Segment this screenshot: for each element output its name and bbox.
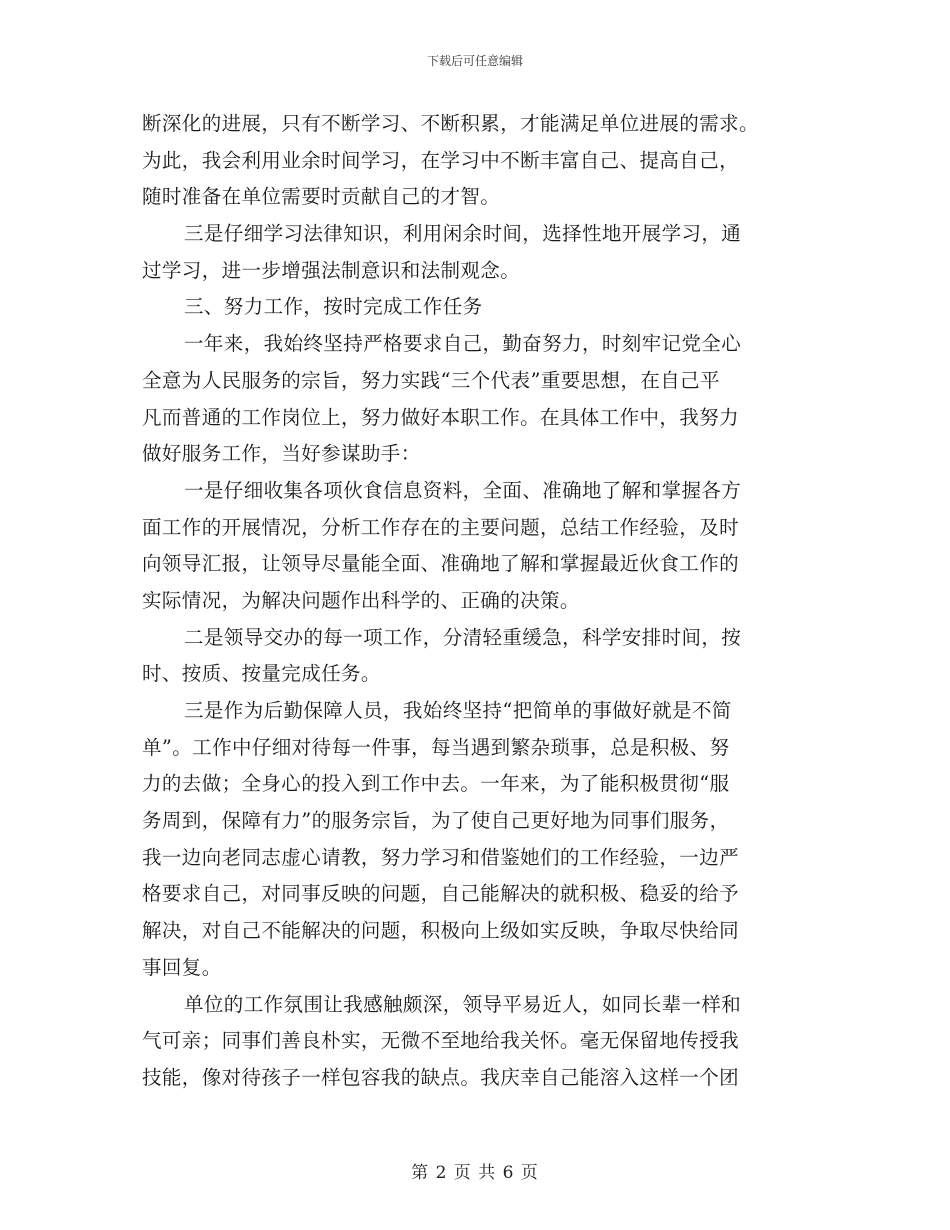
text-line: 全意为人民服务的宗旨，努力实践“三个代表”重要思想，在自己平 <box>142 368 720 392</box>
text-line: 单”。工作中仔细对待每一件事，每当遇到繁杂琐事，总是积极、努 <box>142 735 730 759</box>
text-line: 为此，我会利用业余时间学习，在学习中不断丰富自己、提高自己， <box>142 148 740 172</box>
text-line: 二是领导交办的每一项工作，分清轻重缓急，科学安排时间，按 <box>184 625 742 649</box>
text-line: 时、按质、按量完成任务。 <box>142 662 381 686</box>
text-line: 力的去做；全身心的投入到工作中去。一年来，为了能积极贯彻“服 <box>142 772 730 796</box>
text-line: 解决，对自己不能解决的问题，积极向上级如实反映，争取尽快给同 <box>142 919 740 943</box>
text-line: 随时准备在单位需要时贡献自己的才智。 <box>142 185 501 209</box>
page-number: 第 2 页 共 6 页 <box>411 1163 539 1183</box>
text-line: 过学习，进一步增强法制意识和法制观念。 <box>142 258 521 282</box>
text-line: 格要求自己，对同事反映的问题，自己能解决的就积极、稳妥的给予 <box>142 882 740 906</box>
text-line: 单位的工作氛围让我感触颇深，领导平易近人，如同长辈一样和 <box>184 992 742 1016</box>
text-line: 技能，像对待孩子一样包容我的缺点。我庆幸自己能溶入这样一个团 <box>142 1065 740 1089</box>
text-line: 面工作的开展情况，分析工作存在的主要问题，总结工作经验，及时 <box>142 515 740 539</box>
text-line: 气可亲；同事们善良朴实，无微不至地给我关怀。毫无保留地传授我 <box>142 1029 740 1053</box>
text-line: 事回复。 <box>142 955 222 979</box>
text-line: 一年来，我始终坚持严格要求自己，勤奋努力，时刻牢记党全心 <box>184 332 742 356</box>
text-line: 实际情况，为解决问题作出科学的、正确的决策。 <box>142 588 580 612</box>
page-header: 下载后可任意编辑 <box>426 54 523 68</box>
text-line: 凡而普通的工作岗位上，努力做好本职工作。在具体工作中，我努力 <box>142 405 740 429</box>
text-line: 三是作为后勤保障人员，我始终坚持“把简单的事做好就是不简 <box>184 699 732 722</box>
text-line: 我一边向老同志虚心请教，努力学习和借鉴她们的工作经验，一边严 <box>142 845 740 869</box>
text-line: 做好服务工作，当好参谋助手： <box>142 442 421 466</box>
text-line: 三是仔细学习法律知识，利用闲余时间，选择性地开展学习，通 <box>184 222 742 246</box>
text-line: 向领导汇报，让领导尽量能全面、准确地了解和掌握最近伙食工作的 <box>142 552 740 576</box>
document-body <box>142 106 807 1097</box>
text-line: 一是仔细收集各项伙食信息资料，全面、准确地了解和掌握各方 <box>184 478 742 502</box>
text-line: 务周到，保障有力”的服务宗旨，为了使自己更好地为同事们服务， <box>142 809 730 833</box>
text-line: 断深化的进展，只有不断学习、不断积累，才能满足单位进展的需求。 <box>142 112 759 135</box>
section-heading: 三、努力工作，按时完成工作任务 <box>184 295 483 319</box>
